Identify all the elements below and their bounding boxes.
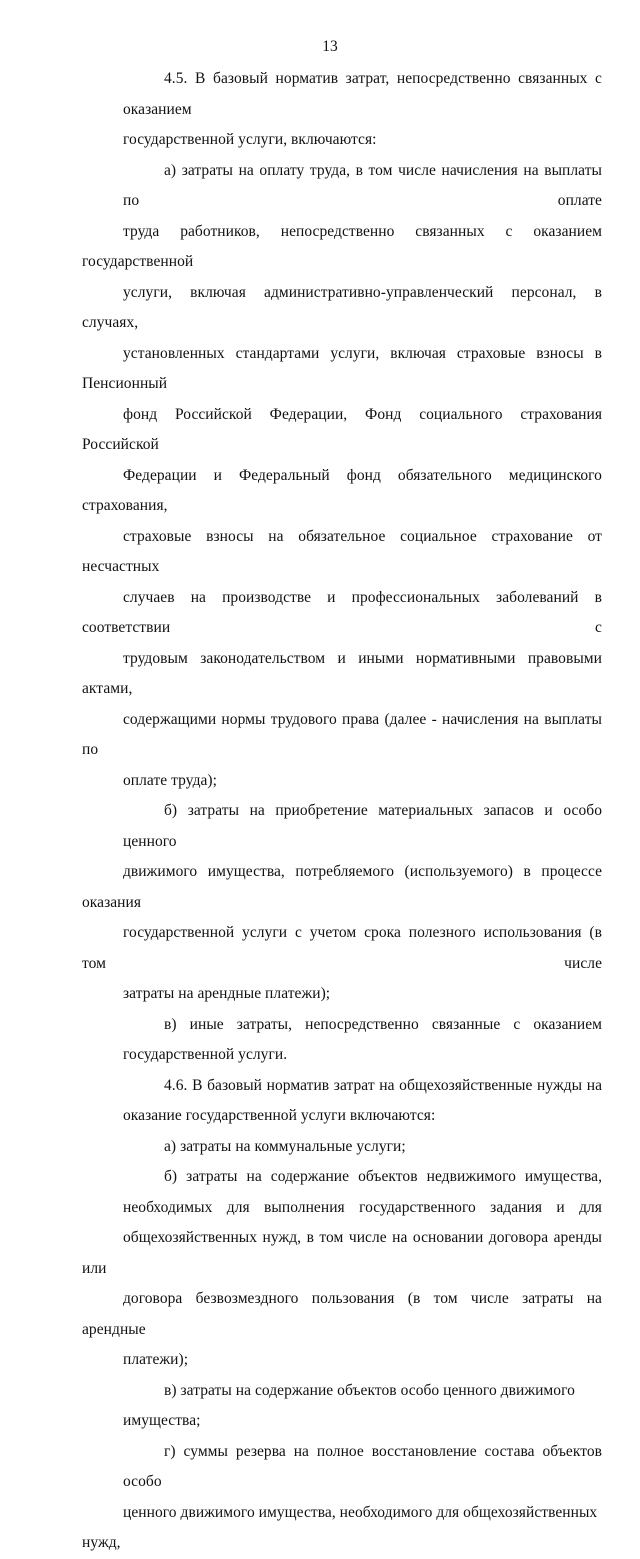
text-line: движимого имущества, потребляемого (используемого) в процессе оказания [82, 863, 602, 911]
paragraph-p-4-6-a [82, 1132, 602, 1163]
text-line: а) затраты на коммунальные услуги; [164, 1137, 406, 1155]
text-line: г) суммы резерва на полное восстановление состава объектов особо [123, 1442, 602, 1490]
text-line: платежи); [123, 1351, 189, 1368]
text-line: в) затраты на содержание объектов особо ценного движимого имущества; [123, 1381, 575, 1429]
paragraph-p-4-5-a [82, 156, 602, 797]
paragraph-p-4-5 [82, 64, 602, 156]
text-line: а) затраты на оплату труда, в том числе начисления на выплаты по оплате [123, 161, 602, 209]
text-line: установленных стандартами услуги, включая страховые взносы в Пенсионный [82, 344, 602, 392]
text-line: страховые взносы на обязательное социальное страхование от несчастных [82, 527, 602, 575]
text-line: общехозяйственных нужд, в том числе на основании договора аренды или [82, 1229, 602, 1277]
text-line: государственной услуги. [123, 1046, 288, 1063]
paragraph-p-4-6 [82, 1071, 602, 1132]
text-line: 4.5. В базовый норматив затрат, непосредственно связанных с оказанием [123, 70, 602, 118]
paragraph-p-4-5-v [82, 1010, 602, 1071]
paragraph-p-4-5-b [82, 796, 602, 1010]
text-line: государственной услуги с учетом срока полезного использования (в том числе [82, 924, 602, 972]
text-line: необходимых для выполнения государственного задания и для [123, 1198, 602, 1216]
text-line: 4.6. В базовый норматив затрат на общехозяйственные нужды на [164, 1076, 602, 1094]
text-line: труда работников, непосредственно связанных с оказанием государственной [82, 222, 602, 270]
paragraph-p-4-6-b [82, 1162, 602, 1376]
text-line: государственной услуги, включаются: [123, 131, 377, 148]
text-line: договора безвозмездного пользования (в том числе затраты на арендные [82, 1290, 602, 1338]
text-line: в) иные затраты, непосредственно связанные с оказанием [164, 1015, 602, 1033]
text-line: содержащими нормы трудового права (далее - начисления на выплаты по [82, 710, 602, 758]
text-line: оплате труда); [123, 771, 218, 789]
text-line: затраты на арендные платежи); [123, 985, 331, 1002]
page-number: 13 [322, 38, 338, 55]
text-line: услуги, включая административно-управленческий персонал, в случаях, [82, 283, 602, 331]
text-line: б) затраты на содержание объектов недвижимого имущества, [164, 1168, 602, 1185]
paragraph-p-4-6-g [82, 1437, 602, 1559]
text-line: Федерации и Федеральный фонд обязательного медицинского страхования, [82, 466, 602, 514]
text-line: фонд Российской Федерации, Фонд социального страхования Российской [82, 405, 602, 453]
text-line: случаев на производстве и профессиональных заболеваний в соответствии с [82, 588, 602, 636]
text-line: б) затраты на приобретение материальных запасов и особо ценного [123, 802, 602, 850]
text-line: трудовым законодательством и иными нормативными правовыми актами, [82, 649, 602, 697]
text-line: ценного движимого имущества, необходимого для общехозяйственных нужд, [82, 1503, 598, 1551]
text-line: оказание государственной услуги включаются: [123, 1107, 436, 1124]
document-body [82, 64, 602, 1559]
paragraph-p-4-6-v [82, 1376, 602, 1437]
